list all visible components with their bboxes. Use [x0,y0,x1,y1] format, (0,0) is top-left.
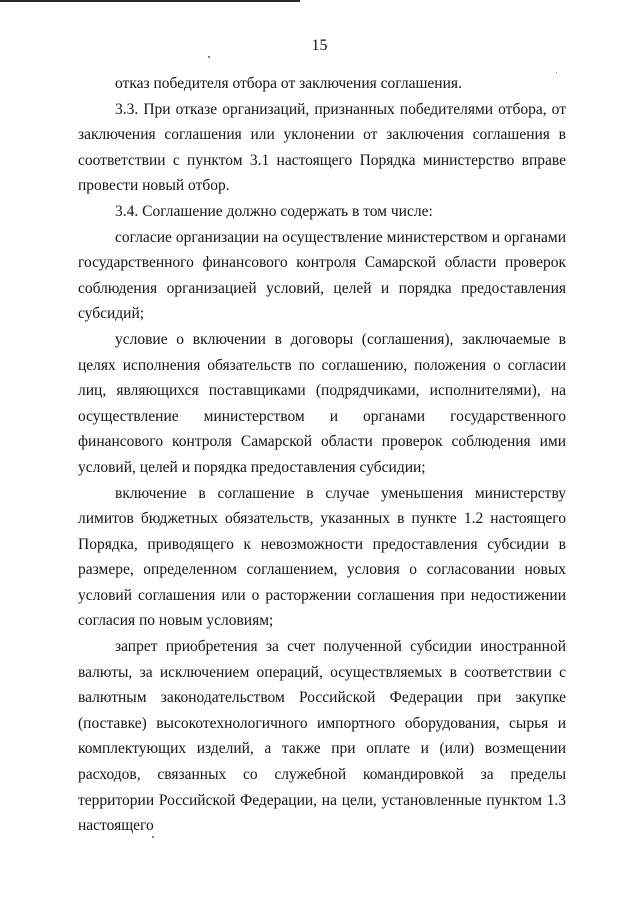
page-number: 15 [311,37,328,54]
paragraph-3-3: 3.3. При отказе организаций, признанных победителями отбора, от заключения соглашения или уклонении от заключения соглашения в соответствии с пунктом 3.1 настоящего Порядка министерство вправе провести новый отбор. [78,100,566,195]
paragraph-contract-inclusion: условие о включении в договоры (соглашения), заключаемые в целях исполнения обязательств по соглашению, положения о согласии лиц, являющихся поставщиками (подрядчиками, исполнителями), на осуществление министерством и органами государственного финансового контроля Самарской области проверок соблюдения ими условий, целей и порядка предоставления субсидии; [78,330,566,476]
paragraph-limits-reduction: включение в соглашение в случае уменьшения министерству лимитов бюджетных обязательств, указанных в пункте 1.2 настоящего Порядка, приводящего к невозможности предоставления субсидии в размере, определенном соглашением, условия о согласовании новых условий соглашения или о расторжении соглашения при недостижении согласия по новым условиям; [78,484,566,630]
paragraph-3-4: 3.4. Соглашение должно содержать в том числе: [115,202,433,220]
scan-top-border [0,0,300,2]
document-body [78,71,566,839]
scan-speck [556,72,557,73]
paragraph-consent-inspections: согласие организации на осуществление министерством и органами государственного финансового контроля Самарской области проверок соблюдения организацией условий, целей и порядка предоставления субсидий; [78,228,566,323]
scan-speck [208,56,210,58]
paragraph-refusal-continuation: отказ победителя отбора от заключения соглашения. [115,75,462,92]
paragraph-currency-prohibition: запрет приобретения за счет полученной субсидии иностранной валюты, за исключением операций, осуществляемых в соответствии с валютным законодательством Российской Федерации при закупке (поставке) высокотехнологичного импортного оборудования, сырья и комплектующих изделий, а также при оплате и (или) возмещении расходов, связанных со служебной командировкой за пределы территории Российской Федерации, на цели, установленные пунктом 1.3 настоящего [78,638,566,835]
scan-speck [152,836,154,838]
